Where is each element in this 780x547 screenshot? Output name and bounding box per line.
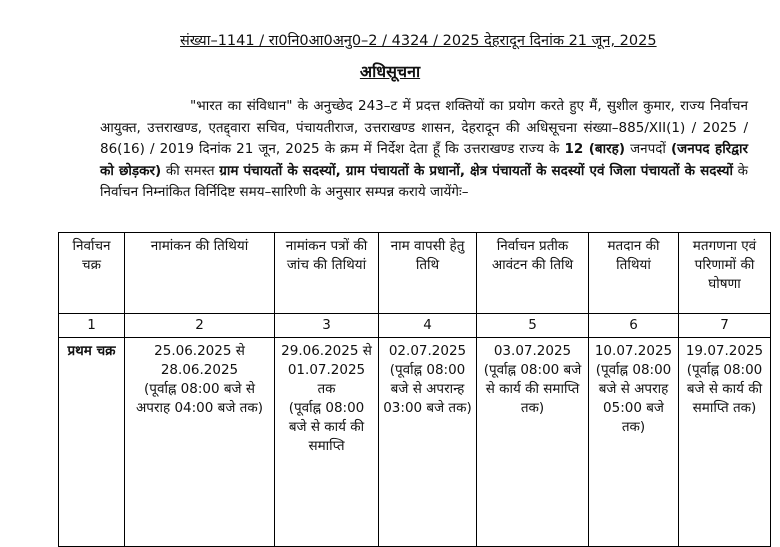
withdrawal-date: 02.07.2025	[388, 343, 467, 359]
election-schedule-table	[58, 232, 771, 547]
column-number: 1	[59, 314, 125, 338]
table-row	[59, 338, 771, 547]
page-title: अधिसूचना	[359, 62, 421, 81]
notification-body	[100, 96, 748, 204]
round-cell: प्रथम चक्र	[59, 338, 125, 547]
counting-cell	[679, 338, 771, 547]
counting-date: 19.07.2025	[685, 343, 764, 359]
column-number: 5	[477, 314, 589, 338]
counting-time: (पूर्वाह्न 08:00 बजे से कार्य की समाप्ति तक)	[686, 362, 763, 416]
nomination-date: 25.06.2025 से 28.06.2025	[154, 343, 245, 378]
column-number: 4	[379, 314, 477, 338]
header-nomination-dates: नामांकन की तिथियां	[125, 233, 275, 314]
polling-time: (पूर्वाह्न 08:00 बजे से अपराह 05:00 बजे तक)	[595, 362, 672, 435]
column-number: 6	[589, 314, 679, 338]
body-text-4: के निर्वाचन निम्नांकित विर्निदिष्ट समय–सारिणी के अनुसार सम्पन्न कराये जायेंगेः–	[100, 162, 748, 200]
body-text-3: की समस्त	[161, 162, 220, 179]
symbol-date: 03.07.2025	[493, 343, 572, 359]
column-number: 2	[125, 314, 275, 338]
column-number: 3	[275, 314, 379, 338]
scrutiny-cell	[275, 338, 379, 547]
polling-cell	[589, 338, 679, 547]
header-scrutiny-dates: नामांकन पत्रों की जांच की तिथियां	[275, 233, 379, 314]
polling-date: 10.07.2025	[594, 343, 673, 359]
notification-paragraph	[100, 96, 748, 204]
header-row	[59, 233, 771, 314]
symbol-time: (पूर्वाह्न 08:00 बजे से कार्य की समाप्ति तक)	[483, 362, 582, 416]
election-positions: ग्राम पंचायतों के सदस्यों, ग्राम पंचायतों के प्रधानों, क्षेत्र पंचायतों के सदस्यों एवं जिला पंचायतों के सदस्यों	[219, 162, 733, 179]
header-counting-results: मतगणना एवं परिणामों की घोषणा	[679, 233, 771, 314]
body-text-1: "भारत का संविधान" के अनुच्छेद 243–ट में प्रदत्त शक्तियों का प्रयोग करते हुए मैं, सुशील कुमार, राज्य निर्वाचन आयुक्त, उत्तराखण्ड, एतद्द्वारा सचिव, पंचायतीराज, उत्तराखण्ड शासन, देहरादून की अधिसूचना संख्या–885/XII(1) / 2025 / 86(16) / 2019 दिनांक 21 जून, 2025 के क्रम में निर्देश देता हूँ कि उत्तराखण्ड राज्य के	[100, 98, 748, 157]
header-withdrawal-date: नाम वापसी हेतु तिथि	[379, 233, 477, 314]
nomination-cell	[125, 338, 275, 547]
symbol-cell	[477, 338, 589, 547]
scrutiny-time: (पूर्वाह्न 08:00 बजे से कार्य की समाप्ति	[288, 400, 365, 454]
column-number-row	[59, 314, 771, 338]
body-text-2: जनपदों	[625, 141, 672, 157]
withdrawal-cell	[379, 338, 477, 547]
header-polling-dates: मतदान की तिथियां	[589, 233, 679, 314]
column-number: 7	[679, 314, 771, 338]
excluded-district: (जनपद हरिद्वार को छोड़कर)	[100, 141, 748, 179]
reference-line: संख्या–1141 / रा0नि0आ0अनु0–2 / 4324 / 2025 देहरादून दिनांक 21 जून, 2025	[180, 33, 657, 49]
district-count: 12 (बारह)	[564, 141, 625, 157]
nomination-time: (पूर्वाह्न 08:00 बजे से अपराह 04:00 बजे तक)	[135, 381, 263, 416]
scrutiny-date: 29.06.2025 से 01.07.2025 तक	[281, 343, 372, 397]
header-election-round: निर्वाचन चक्र	[59, 233, 125, 314]
header-symbol-allotment: निर्वाचन प्रतीक आवंटन की तिथि	[477, 233, 589, 314]
withdrawal-time: (पूर्वाह्न 08:00 बजे से अपरान्ह 03:00 बजे तक)	[383, 362, 472, 416]
